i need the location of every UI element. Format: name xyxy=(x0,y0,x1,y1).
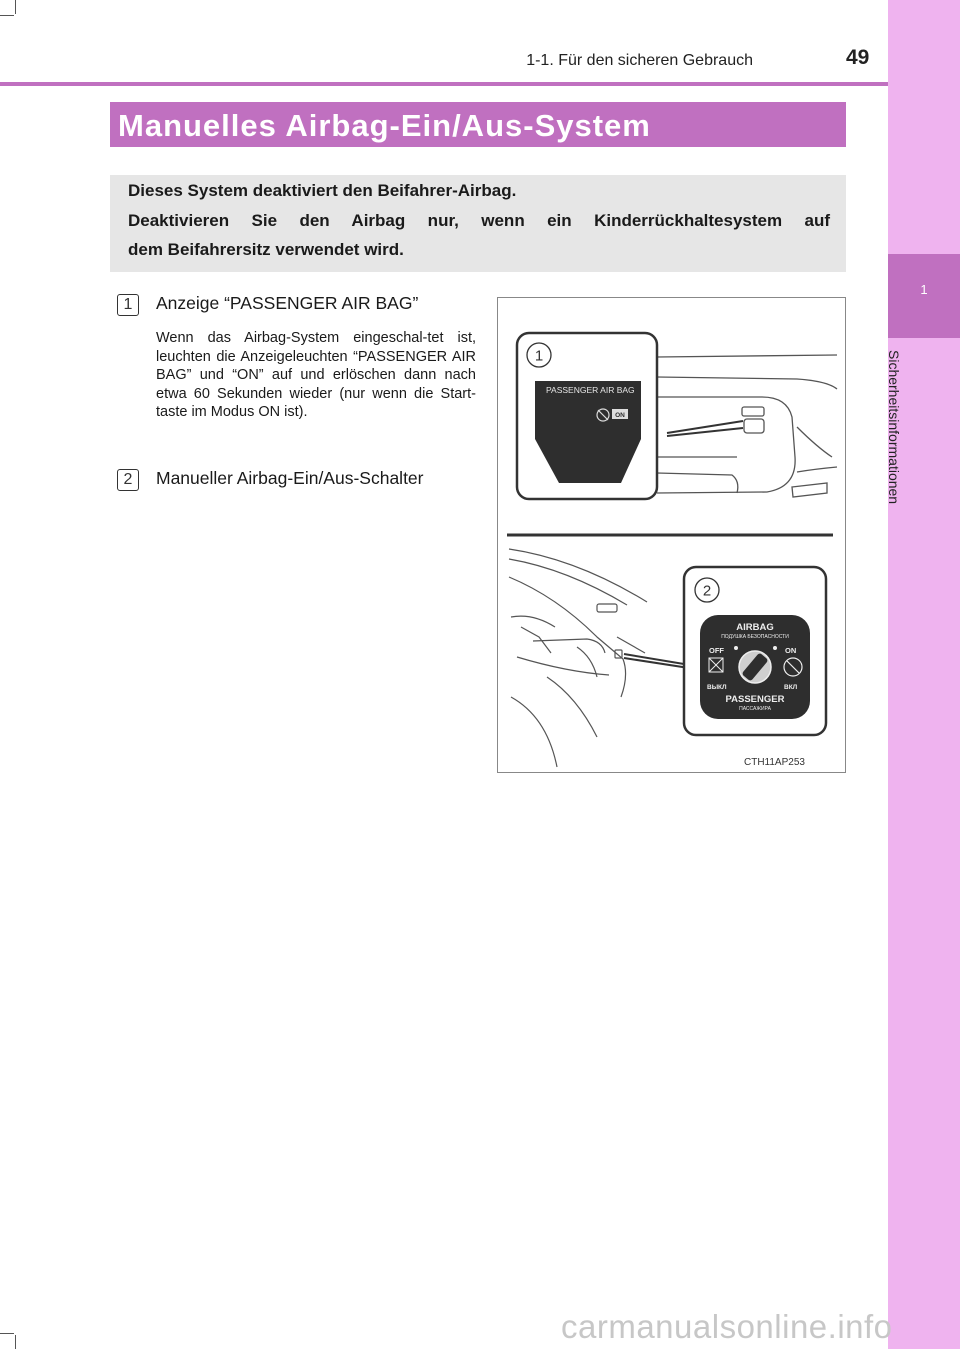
switch-top-label: AIRBAG xyxy=(736,622,774,633)
switch-on-label: ON xyxy=(785,646,797,655)
callout-number-1: 1 xyxy=(534,347,544,365)
crop-mark xyxy=(15,0,16,14)
indicator-on-label: ON xyxy=(615,412,625,419)
crop-mark xyxy=(15,1335,16,1349)
switch-on-ru-label: ВКЛ xyxy=(784,684,798,691)
switch-off-ru-label: ВЫКЛ xyxy=(707,684,727,691)
callout-number-2: 2 xyxy=(702,582,712,600)
title-banner xyxy=(110,102,846,147)
item-title: Manueller Airbag-Ein/Aus-Schalter xyxy=(156,468,424,488)
watermark: carmanualsonline.info xyxy=(561,1308,893,1345)
section-heading: 1-1. Für den sicheren Gebrauch xyxy=(526,52,753,69)
figure-code: CTH11AP253 xyxy=(744,757,805,768)
switch-bottom-ru-label: ПАССАЖИРА xyxy=(739,706,771,712)
item-number-badge: 1 xyxy=(117,294,139,316)
page-number: 49 xyxy=(846,46,870,69)
switch-top-ru-label: ПОДУШКА БЕЗОПАСНОСТИ xyxy=(721,634,789,640)
intro-box xyxy=(110,175,846,272)
intro-line: dem Beifahrersitz verwendet wird. xyxy=(128,240,404,259)
item-description: Wenn das Airbag-System eingeschal-tet ist, leuchten die Anzeigeleuchten “PASSENGER AIR BAG” und “ON” auf und erlöschen dann nach etwa 60 Sekunden wieder (nur wenn die Start-taste im Modus ON ist). xyxy=(156,330,476,420)
indicator-label: PASSENGER AIR BAG xyxy=(546,385,635,395)
airbag-illustration xyxy=(497,297,846,773)
intro-line: Dieses System deaktiviert den Beifahrer-Airbag. xyxy=(128,181,517,200)
item-number-badge: 2 xyxy=(117,469,139,491)
switch-off-label: OFF xyxy=(709,646,724,655)
crop-mark xyxy=(0,15,14,16)
chapter-number: 1 xyxy=(920,282,928,297)
indicator-panel xyxy=(535,381,641,483)
item-title: Anzeige “PASSENGER AIR BAG” xyxy=(156,293,419,313)
crop-mark xyxy=(0,1333,14,1334)
chapter-side-tab xyxy=(888,0,960,1349)
header-rule xyxy=(0,82,888,86)
chapter-label: Sicherheitsinformationen xyxy=(886,350,902,505)
page-title: Manuelles Airbag-Ein/Aus-System xyxy=(118,108,651,143)
intro-line: Deaktivieren Sie den Airbag nur, wenn ein Kinderrückhaltesystem auf xyxy=(128,211,830,230)
switch-bottom-label: PASSENGER xyxy=(725,694,785,705)
